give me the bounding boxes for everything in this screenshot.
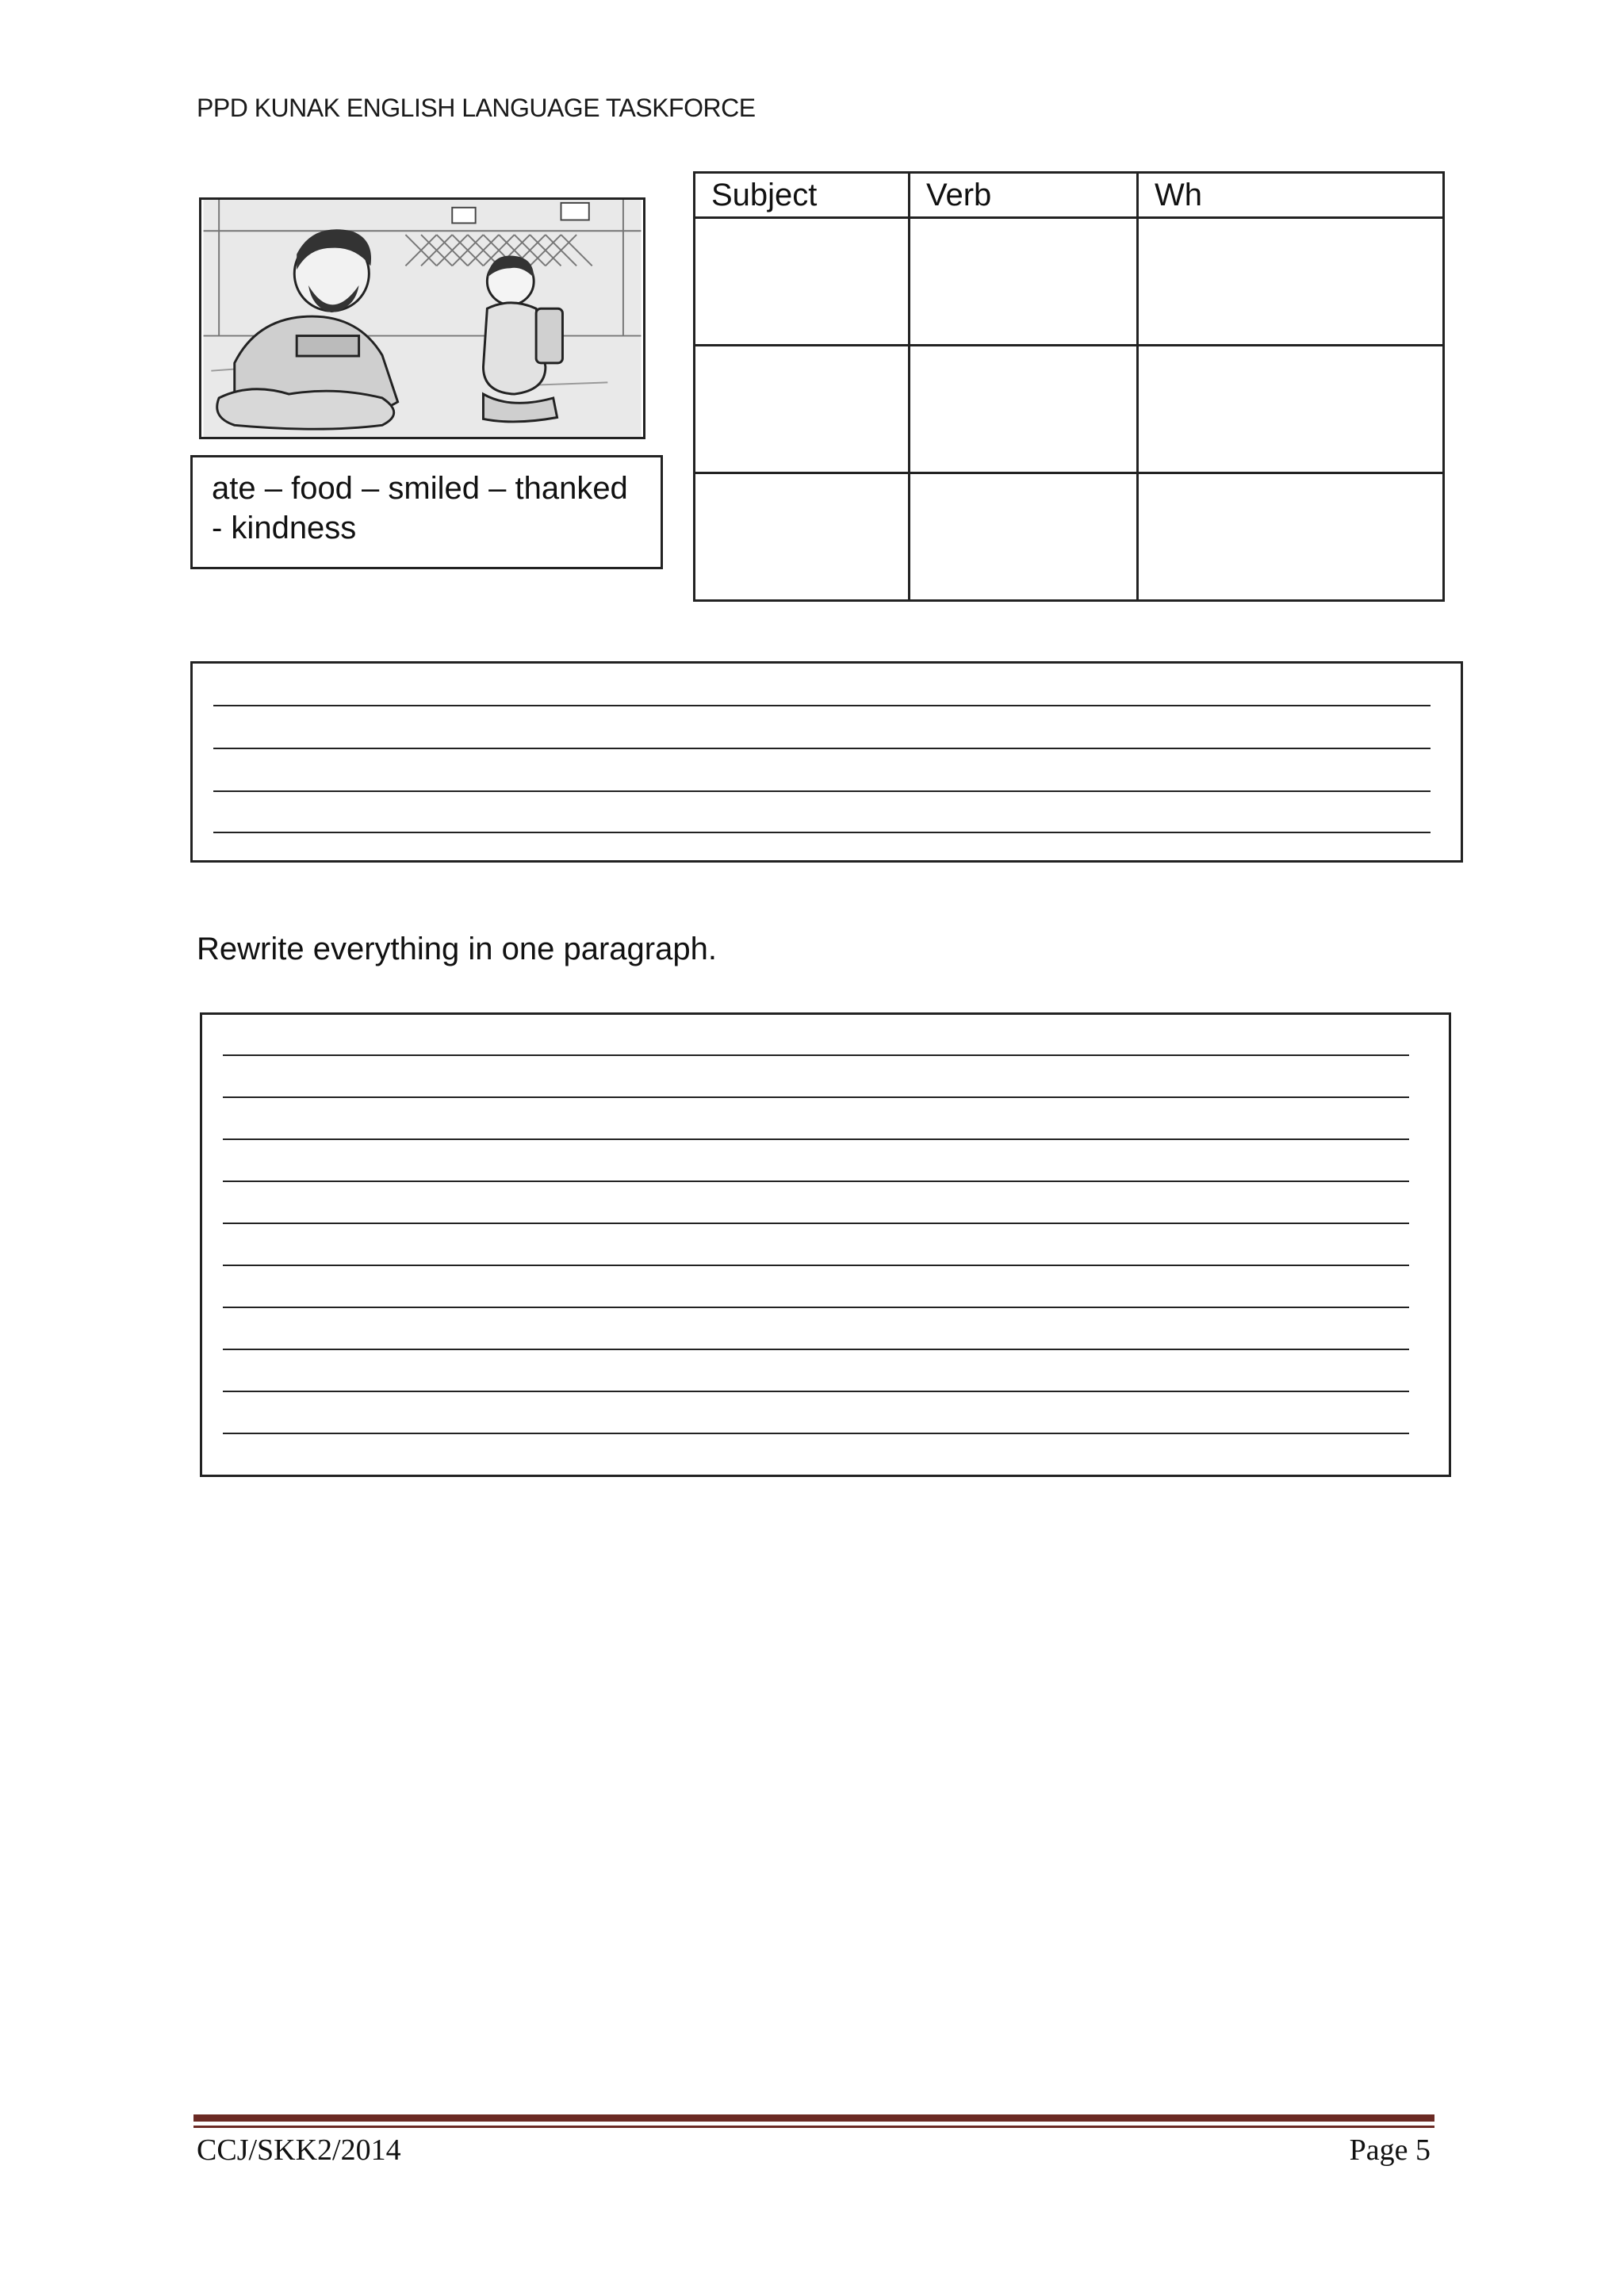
writing-line[interactable] bbox=[223, 1096, 1409, 1098]
beggar-and-child-illustration bbox=[201, 200, 643, 437]
writing-line[interactable] bbox=[223, 1265, 1409, 1266]
writing-line[interactable] bbox=[213, 790, 1431, 792]
table-cell[interactable] bbox=[695, 218, 910, 346]
writing-line[interactable] bbox=[213, 748, 1431, 749]
writing-line[interactable] bbox=[223, 1223, 1409, 1224]
table-cell[interactable] bbox=[1138, 218, 1444, 346]
page-number: Page 5 bbox=[1349, 2133, 1431, 2167]
writing-line[interactable] bbox=[213, 832, 1431, 833]
table-cell[interactable] bbox=[910, 218, 1138, 346]
table-cell[interactable] bbox=[695, 473, 910, 601]
column-header-subject: Subject bbox=[695, 173, 910, 218]
sentence-writing-box bbox=[190, 661, 1463, 863]
table-cell[interactable] bbox=[695, 346, 910, 473]
instruction-text: Rewrite everything in one paragraph. bbox=[197, 932, 717, 966]
table-row bbox=[695, 218, 1444, 346]
writing-line[interactable] bbox=[223, 1054, 1409, 1056]
writing-line[interactable] bbox=[223, 1138, 1409, 1140]
subject-verb-wh-table bbox=[693, 171, 1445, 602]
table-row bbox=[695, 473, 1444, 601]
word-clue-box: ate – food – smiled – thanked - kindness bbox=[190, 455, 663, 569]
table-cell[interactable] bbox=[1138, 346, 1444, 473]
table-row bbox=[695, 346, 1444, 473]
story-picture bbox=[199, 197, 645, 439]
writing-line[interactable] bbox=[223, 1181, 1409, 1182]
footer-code: CCJ/SKK2/2014 bbox=[197, 2133, 401, 2167]
column-header-wh: Wh bbox=[1138, 173, 1444, 218]
page-header: PPD KUNAK ENGLISH LANGUAGE TASKFORCE bbox=[197, 94, 756, 122]
footer-divider bbox=[193, 2114, 1434, 2122]
footer-divider-thin bbox=[193, 2126, 1434, 2128]
paragraph-writing-box bbox=[200, 1012, 1451, 1477]
table-cell[interactable] bbox=[910, 346, 1138, 473]
writing-line[interactable] bbox=[223, 1433, 1409, 1434]
table-cell[interactable] bbox=[1138, 473, 1444, 601]
table-cell[interactable] bbox=[910, 473, 1138, 601]
writing-line[interactable] bbox=[223, 1307, 1409, 1308]
writing-line[interactable] bbox=[223, 1349, 1409, 1350]
writing-line[interactable] bbox=[223, 1391, 1409, 1392]
writing-line[interactable] bbox=[213, 705, 1431, 706]
column-header-verb: Verb bbox=[910, 173, 1138, 218]
